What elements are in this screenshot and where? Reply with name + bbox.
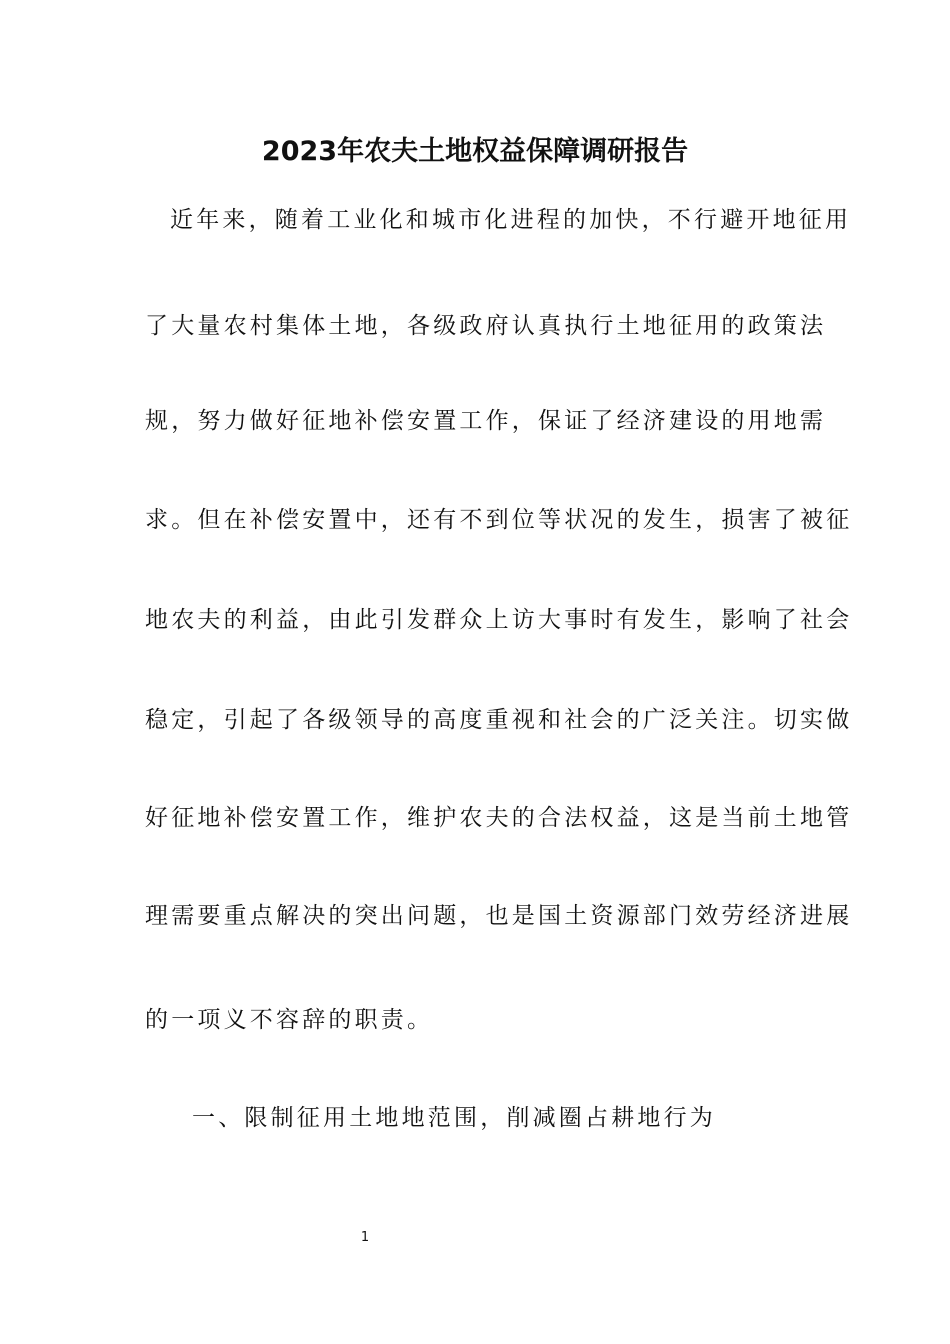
paragraph-line: 理需要重点解决的突出问题，也是国土资源部门效劳经济进展: [145, 903, 853, 929]
page-number: 1: [360, 1230, 370, 1245]
paragraph-line: 地农夫的利益，由此引发群众上访大事时有发生，影响了社会: [145, 607, 853, 633]
paragraph-line: 好征地补偿安置工作，维护农夫的合法权益，这是当前土地管: [145, 805, 853, 831]
paragraph-line: 求。但在补偿安置中，还有不到位等状况的发生，损害了被征: [145, 507, 853, 533]
paragraph-line: 稳定，引起了各级领导的高度重视和社会的广泛关注。切实做: [145, 707, 853, 733]
document-title: 2023年农夫土地权益保障调研报告: [261, 136, 689, 167]
paragraph-line: 了大量农村集体土地，各级政府认真执行土地征用的政策法: [145, 313, 827, 339]
paragraph-line-last: 的一项义不容辞的职责。: [145, 1007, 434, 1033]
section-heading: 一、限制征用土地地范围，削减圈占耕地行为: [192, 1105, 716, 1131]
paragraph-line: 近年来，随着工业化和城市化进程的加快，不行避开地征用: [170, 207, 852, 233]
paragraph-line: 规，努力做好征地补偿安置工作，保证了经济建设的用地需: [145, 408, 827, 434]
